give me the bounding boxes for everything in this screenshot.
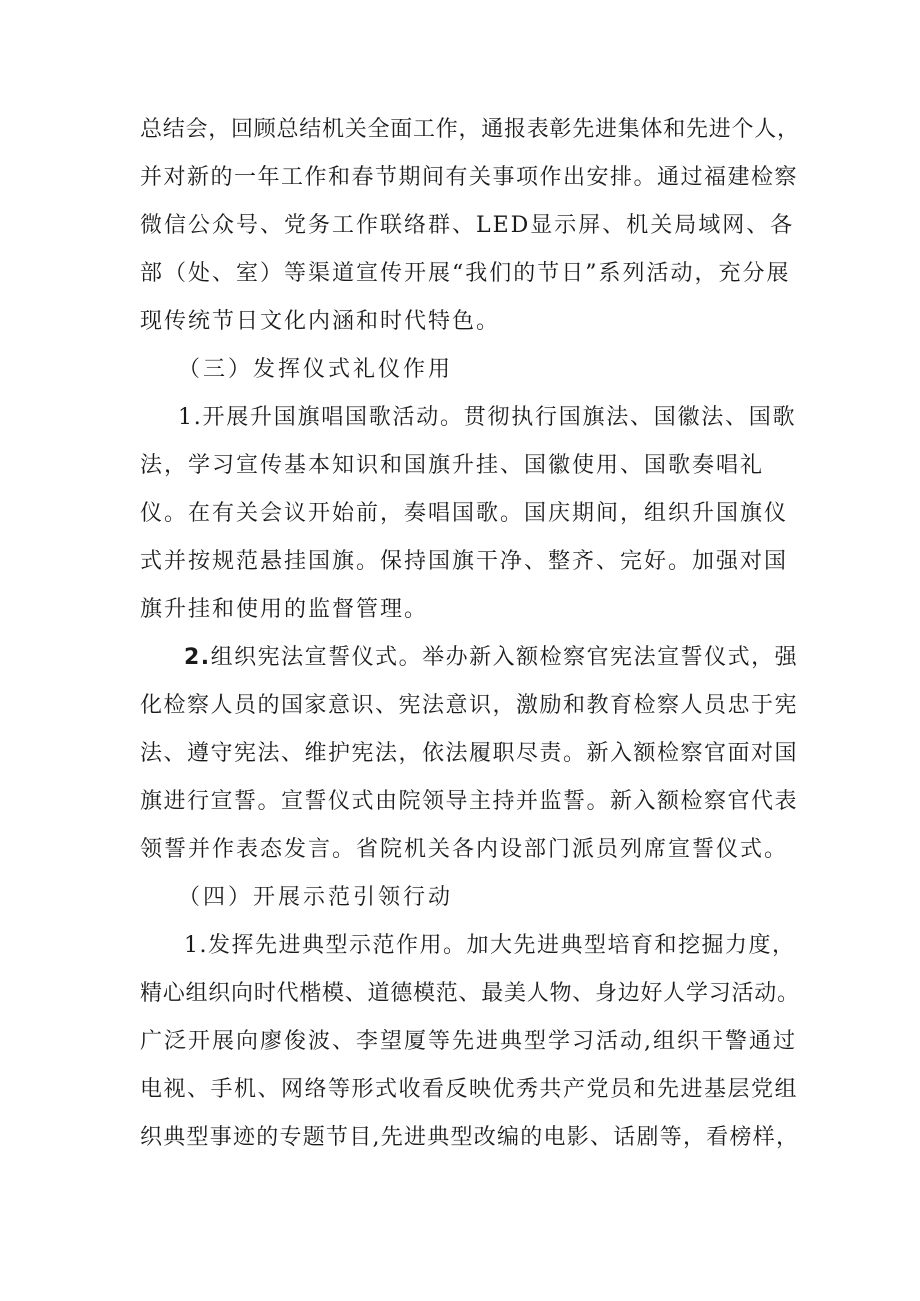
item-3-2-number: 2.	[184, 645, 211, 670]
item-3-2-line-3: 法、遵守宪法、维护宪法，依法履职尽责。新入额检察官面对国	[140, 741, 799, 766]
item-3-1-line-3: 仪。在有关会议开始前，奏唱国歌。国庆期间，组织升国旗仪	[140, 501, 789, 526]
item-4-1-line-2: 精心组织向时代楷模、道德模范、最美人物、身边好人学习活动。	[140, 981, 800, 1006]
item-3-1-line-2: 法，学习宣传基本知识和国旗升挂、国徽使用、国歌奏唱礼	[140, 453, 765, 478]
item-3-2-first-line-text: 组织宪法宣誓仪式。举办新入额检察官宪法宣誓仪式，强	[210, 645, 799, 670]
section-heading-3: （三）发挥仪式礼仪作用	[178, 357, 454, 382]
item-4-1-line-4: 电视、手机、网络等形式收看反映优秀共产党员和先进基层党组	[140, 1077, 799, 1102]
item-4-1-line-1: 1.发挥先进典型示范作用。加大先进典型培育和挖掘力度，	[184, 933, 796, 958]
item-3-2-line-2: 化检察人员的国家意识、宪法意识，激励和教育检察人员忠于宪	[140, 693, 799, 718]
item-4-1-line-5: 织典型事迹的专题节目,先进典型改编的电影、话剧等，看榜样，	[140, 1125, 800, 1150]
paragraph-1-line-1: 总结会，回顾总结机关全面工作，通报表彰先进集体和先进个人，	[140, 117, 800, 142]
paragraph-1-line-4: 部（处、室）等渠道宣传开展“我们的节日”系列活动，充分展	[140, 261, 791, 286]
paragraph-1-line-5: 现传统节日文化内涵和时代特色。	[140, 309, 501, 334]
section-heading-4: （四）开展示范引领行动	[178, 885, 454, 910]
paragraph-1-line-3: 微信公众号、党务工作联络群、LED显示屏、机关局域网、各	[140, 213, 795, 238]
item-3-1-line-5: 旗升挂和使用的监督管理。	[140, 597, 429, 622]
item-3-2-line-1	[184, 644, 798, 672]
paragraph-1-line-2: 并对新的一年工作和春节期间有关事项作出安排。通过福建检察	[140, 165, 799, 190]
item-3-1-line-1: 1.开展升国旗唱国歌活动。贯彻执行国旗法、国徽法、国歌	[178, 405, 797, 430]
item-3-1-line-4: 式并按规范悬挂国旗。保持国旗干净、整齐、完好。加强对国	[140, 549, 789, 574]
item-3-2-line-5: 领誓并作表态发言。省院机关各内设部门派员列席宣誓仪式。	[140, 837, 789, 862]
item-4-1-line-3: 广泛开展向廖俊波、李望厦等先进典型学习活动,组织干警通过	[140, 1029, 797, 1054]
item-3-2-line-4: 旗进行宣誓。宣誓仪式由院领导主持并监誓。新入额检察官代表	[140, 789, 799, 814]
